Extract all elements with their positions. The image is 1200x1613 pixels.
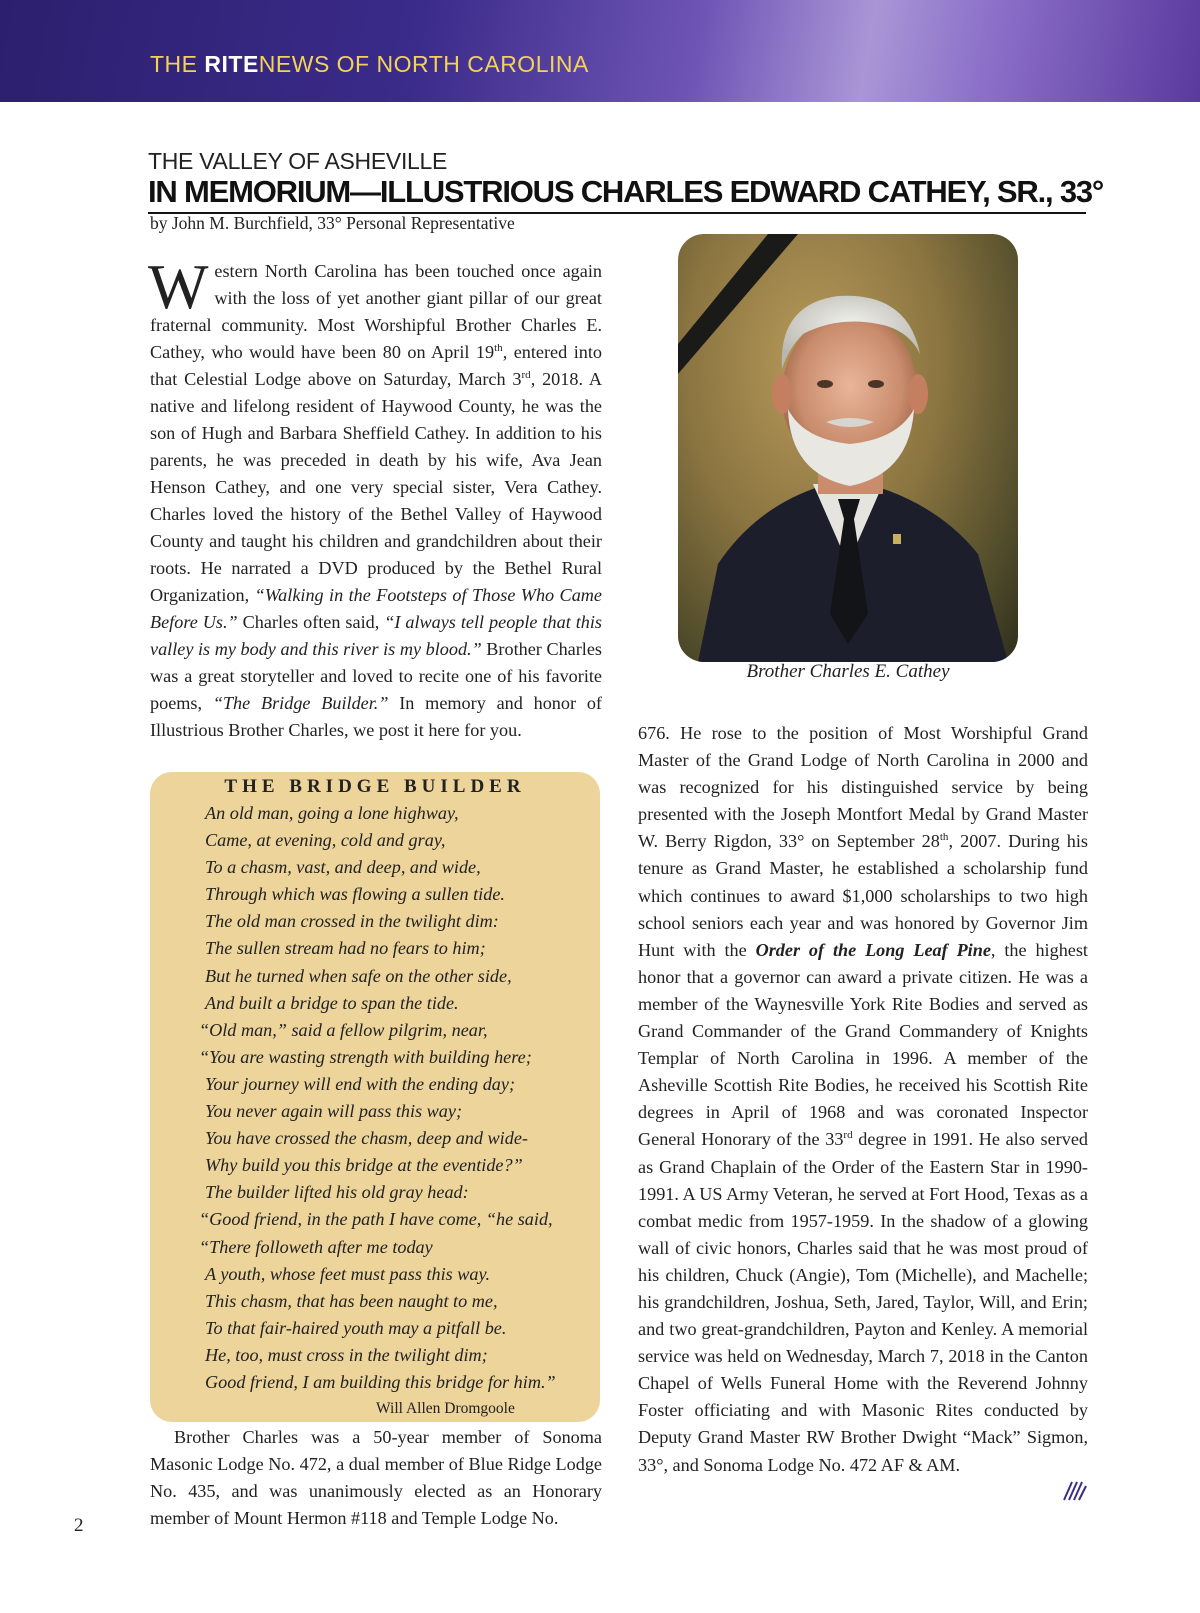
poem-line: Why build you this bridge at the eventide?”	[205, 1155, 523, 1176]
poem-line: To a chasm, vast, and deep, and wide,	[205, 857, 481, 878]
article-continued-left: Brother Charles was a 50-year member of Sonoma Masonic Lodge No. 472, a dual member of Blue Ridge Lodge No. 435, and was unanimously elected as an Honorary member of Mount Hermon #118 and Temple Lodge No.	[150, 1427, 602, 1528]
poem-line: “There followeth after me today	[199, 1236, 433, 1257]
poem-line: Through which was flowing a sullen tide.	[205, 884, 505, 905]
drop-cap: W	[148, 251, 209, 322]
masthead-banner	[0, 0, 1200, 102]
article-headline: IN MEMORIUM—ILLUSTRIOUS CHARLES EDWARD CATHEY, SR., 33°	[148, 174, 1086, 214]
poem-line: You have crossed the chasm, deep and wide-	[205, 1128, 528, 1149]
page-number: 2	[74, 1515, 84, 1536]
poem-line: A youth, whose feet must pass this way.	[205, 1263, 491, 1284]
poem-box	[150, 772, 600, 1422]
poem-line: The sullen stream had no fears to him;	[205, 938, 486, 959]
poem-line: But he turned when safe on the other side,	[205, 965, 512, 986]
poem-line: To that fair-haired youth may a pitfall be.	[205, 1317, 507, 1338]
poem-line: You never again will pass this way;	[205, 1101, 462, 1122]
poem-lines	[199, 800, 556, 1396]
poem-author: Will Allen Dromgoole	[376, 1400, 515, 1417]
portrait-illustration	[678, 234, 1018, 662]
article-intro: Western North Carolina has been touched once again with the loss of yet another giant pillar of our great fraternal community. Most Worshipful Brother Charles E. Cathey, who would have been 80 on April 19th, entered into that Celestial Lodge above on Saturday, March 3rd, 2018. A native and lifelong resident of Haywood County, he was the son of Hugh and Barbara Sheffield Cathey. In addition to his parents, he was preceded in death by his wife, Ava Jean Henson Cathey, and one very special sister, Vera Cathey. Charles loved the history of the Bethel Valley of Haywood County and taught his children and grandchildren about their roots. He narrated a DVD produced by the Bethel Rural Organization, “Walking in the Footsteps of Those Who Came Before Us.” Charles often said, “I always tell people that this valley is my body and this river is my blood.” Brother Charles was a great storyteller and loved to recite one of his favorite poems, “The Bridge Builder.” In memory and honor of Illustrious Brother Charles, we post it here for you.	[148, 251, 603, 740]
poem-line: “Old man,” said a fellow pilgrim, near,	[199, 1019, 488, 1040]
section-kicker: THE VALLEY OF ASHEVILLE	[148, 148, 448, 174]
poem-line: Good friend, I am building this bridge for him.”	[205, 1371, 556, 1392]
publication-brand: RITE	[204, 51, 259, 77]
portrait-photo	[678, 234, 1018, 662]
poem-title: THE BRIDGE BUILDER	[224, 776, 526, 797]
poem-line: “You are wasting strength with building here;	[199, 1046, 532, 1067]
poem-line: Your journey will end with the ending day;	[205, 1073, 516, 1094]
portrait-caption: Brother Charles E. Cathey	[746, 661, 950, 682]
end-of-article-icon	[1062, 1478, 1088, 1502]
article-byline: by John M. Burchfield, 33° Personal Representative	[150, 213, 515, 233]
poem-line: An old man, going a lone highway,	[205, 803, 459, 823]
poem-line: The old man crossed in the twilight dim:	[205, 911, 499, 932]
article-continued-right: 676. He rose to the position of Most Worshipful Grand Master of the Grand Lodge of North Carolina in 2000 and was recognized for his distinguished service by being presented with the Joseph Montfort Medal by Grand Master W. Berry Rigdon, 33° on September 28th, 2007. During his tenure as Grand Master, he established a scholarship fund which continues to award $1,000 scholarships to two high school seniors each year and was honored by Governor Jim Hunt with the Order of the Long Leaf Pine, the highest honor that a governor can award a private citizen. He was a member of the Waynesville York Rite Bodies and served as Grand Commander of the Grand Commandery of Knights Templar of North Carolina in 1996. A member of the Asheville Scottish Rite Bodies, he received his Scottish Rite degrees in April of 1968 and was coronated Inspector General Honorary of the 33rd degree in 1991. He also served as Grand Chaplain of the Order of the Eastern Star in 1990-1991. A US Army Veteran, he served at Fort Hood, Texas as a combat medic from 1957-1959. In the shadow of a glowing wall of civic honors, Charles said that he was most proud of his children, Chuck (Angie), Tom (Michelle), and Machelle; his grandchildren, Joshua, Seth, Jared, Taylor, Will, and Erin; and two great-grandchildren, Payton and Kenley. A memorial service was held on Wednesday, March 7, 2018 in the Canton Chapel of Wells Funeral Home with the Reverend Johnny Foster officiating and with Masonic Rites conducted by Deputy Grand Master RW Brother Dwight “Mack” Sigmon, 33°, and Sonoma Lodge No. 472 AF & AM.	[638, 723, 1089, 1475]
poem-line: The builder lifted his old gray head:	[205, 1182, 469, 1203]
poem-line: This chasm, that has been naught to me,	[205, 1290, 498, 1311]
poem-line: And built a bridge to span the tide.	[205, 992, 459, 1013]
honor-name: Order of the Long Leaf Pine	[755, 939, 991, 960]
poem-line: “Good friend, in the path I have come, “he said,	[199, 1209, 553, 1230]
poem-line: Came, at evening, cold and gray,	[205, 830, 446, 851]
publication-title: THE RITENEWS OF NORTH CAROLINA	[150, 51, 589, 77]
poem-line: He, too, must cross in the twilight dim;	[205, 1344, 488, 1365]
